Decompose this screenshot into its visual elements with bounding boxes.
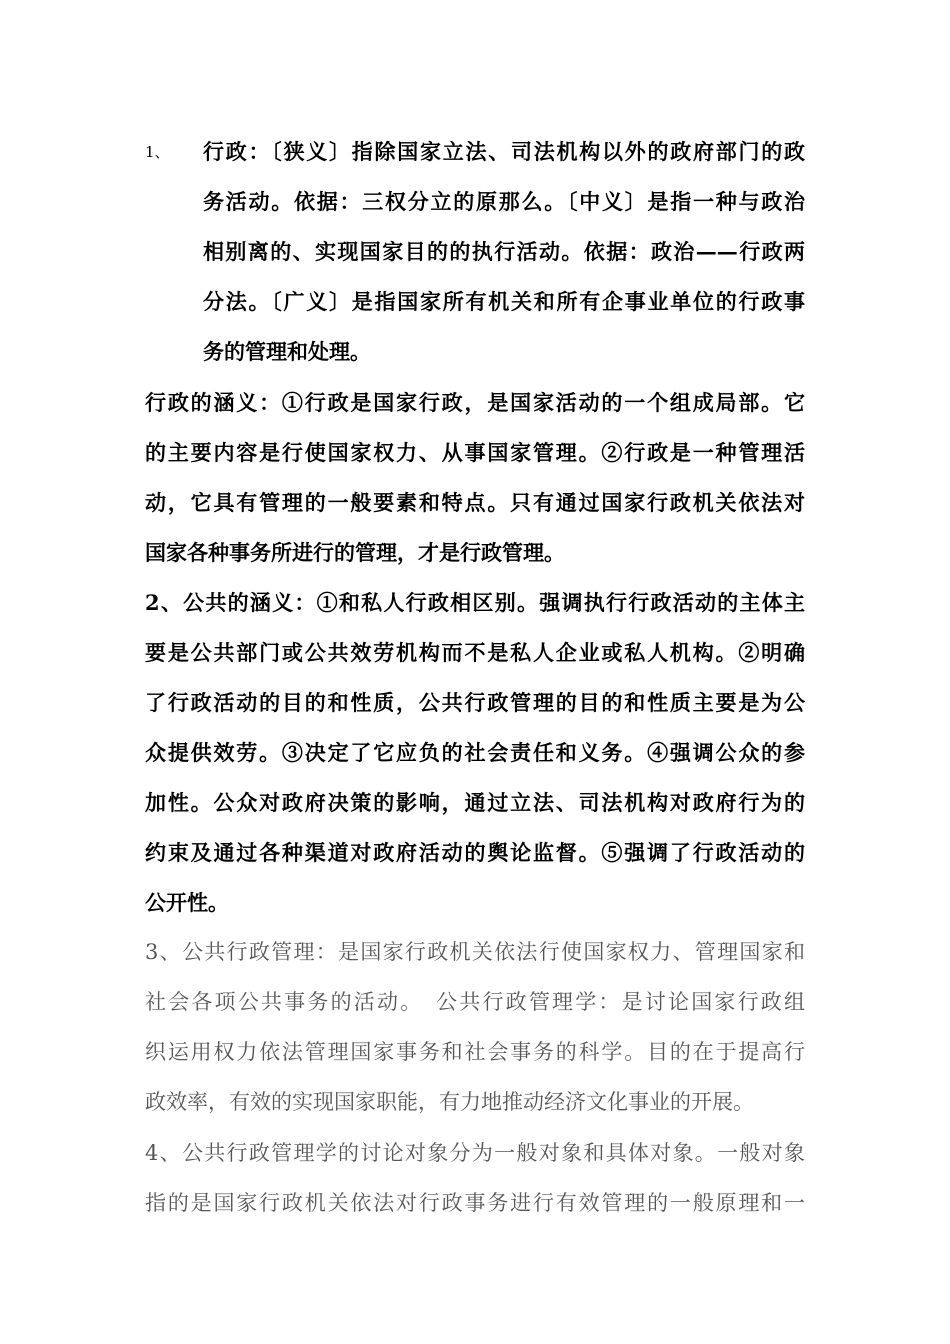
paragraph-5-line: 4、公共行政管理学的讨论对象分为一般对象和具体对象。一般对象 [145, 1141, 805, 1165]
paragraph-4-line: 3、公共行政管理：是国家行政机关依法行使国家权力、管理国家和 [145, 940, 805, 964]
paragraph-3-line: 公开性。 [145, 890, 229, 915]
paragraph-1-line: 分法。〔广义〕是指国家所有机关和所有企事业单位的行政事 [203, 289, 805, 314]
paragraph-3-line: 约束及通过各种渠道对政府活动的舆论监督。⑤强调了行政活动的 [145, 840, 805, 865]
paragraph-3-line: 了行政活动的目的和性质，公共行政管理的目的和性质主要是为公 [145, 690, 805, 715]
paragraph-1-line: 行政：〔狭义〕指除国家立法、司法机构以外的政府部门的政 [203, 139, 805, 164]
paragraph-2-line: 的主要内容是行使国家权力、从事国家管理。②行政是一种管理活 [145, 440, 805, 465]
paragraph-1 [203, 127, 805, 377]
paragraph-3-line: 加性。公众对政府决策的影响，通过立法、司法机构对政府行为的 [145, 790, 805, 815]
paragraph-3-line: 2、公共的涵义：①和私人行政相区别。强调执行行政活动的主体主 [145, 590, 805, 615]
paragraph-2 [145, 378, 805, 578]
paragraph-4-line: 政效率，有效的实现国家职能，有力地推动经济文化事业的开展。 [145, 1090, 754, 1114]
paragraph-1-line: 务活动。依据：三权分立的原那么。〔中义〕是指一种与政治 [203, 189, 805, 214]
paragraph-2-line: 国家各种事务所进行的管理，才是行政管理。 [145, 540, 565, 565]
paragraph-4-line: 社会各项公共事务的活动。 公共行政管理学：是讨论国家行政组 [145, 990, 805, 1014]
paragraph-2-line: 动，它具有管理的一般要素和特点。只有通过国家行政机关依法对 [145, 490, 805, 515]
paragraph-5 [145, 1128, 805, 1228]
paragraph-3 [145, 578, 805, 928]
paragraph-1-line: 务的管理和处理。 [203, 339, 371, 364]
paragraph-1-line: 相别离的、实现国家目的的执行活动。依据：政治——行政两 [203, 239, 805, 264]
paragraph-5-line: 指的是国家行政机关依法对行政事务进行有效管理的一般原理和一 [145, 1191, 805, 1215]
paragraph-3-line: 众提供效劳。③决定了它应负的社会责任和义务。④强调公众的参 [145, 740, 805, 765]
paragraph-4 [145, 927, 805, 1127]
paragraph-1-number: 1、 [145, 143, 170, 161]
paragraph-3-line: 要是公共部门或公共效劳机构而不是私人企业或私人机构。②明确 [145, 640, 805, 665]
paragraph-2-line: 行政的涵义：①行政是国家行政，是国家活动的一个组成局部。它 [145, 390, 805, 415]
paragraph-4-line: 织运用权力依法管理国家事务和社会事务的科学。目的在于提高行 [145, 1040, 805, 1064]
